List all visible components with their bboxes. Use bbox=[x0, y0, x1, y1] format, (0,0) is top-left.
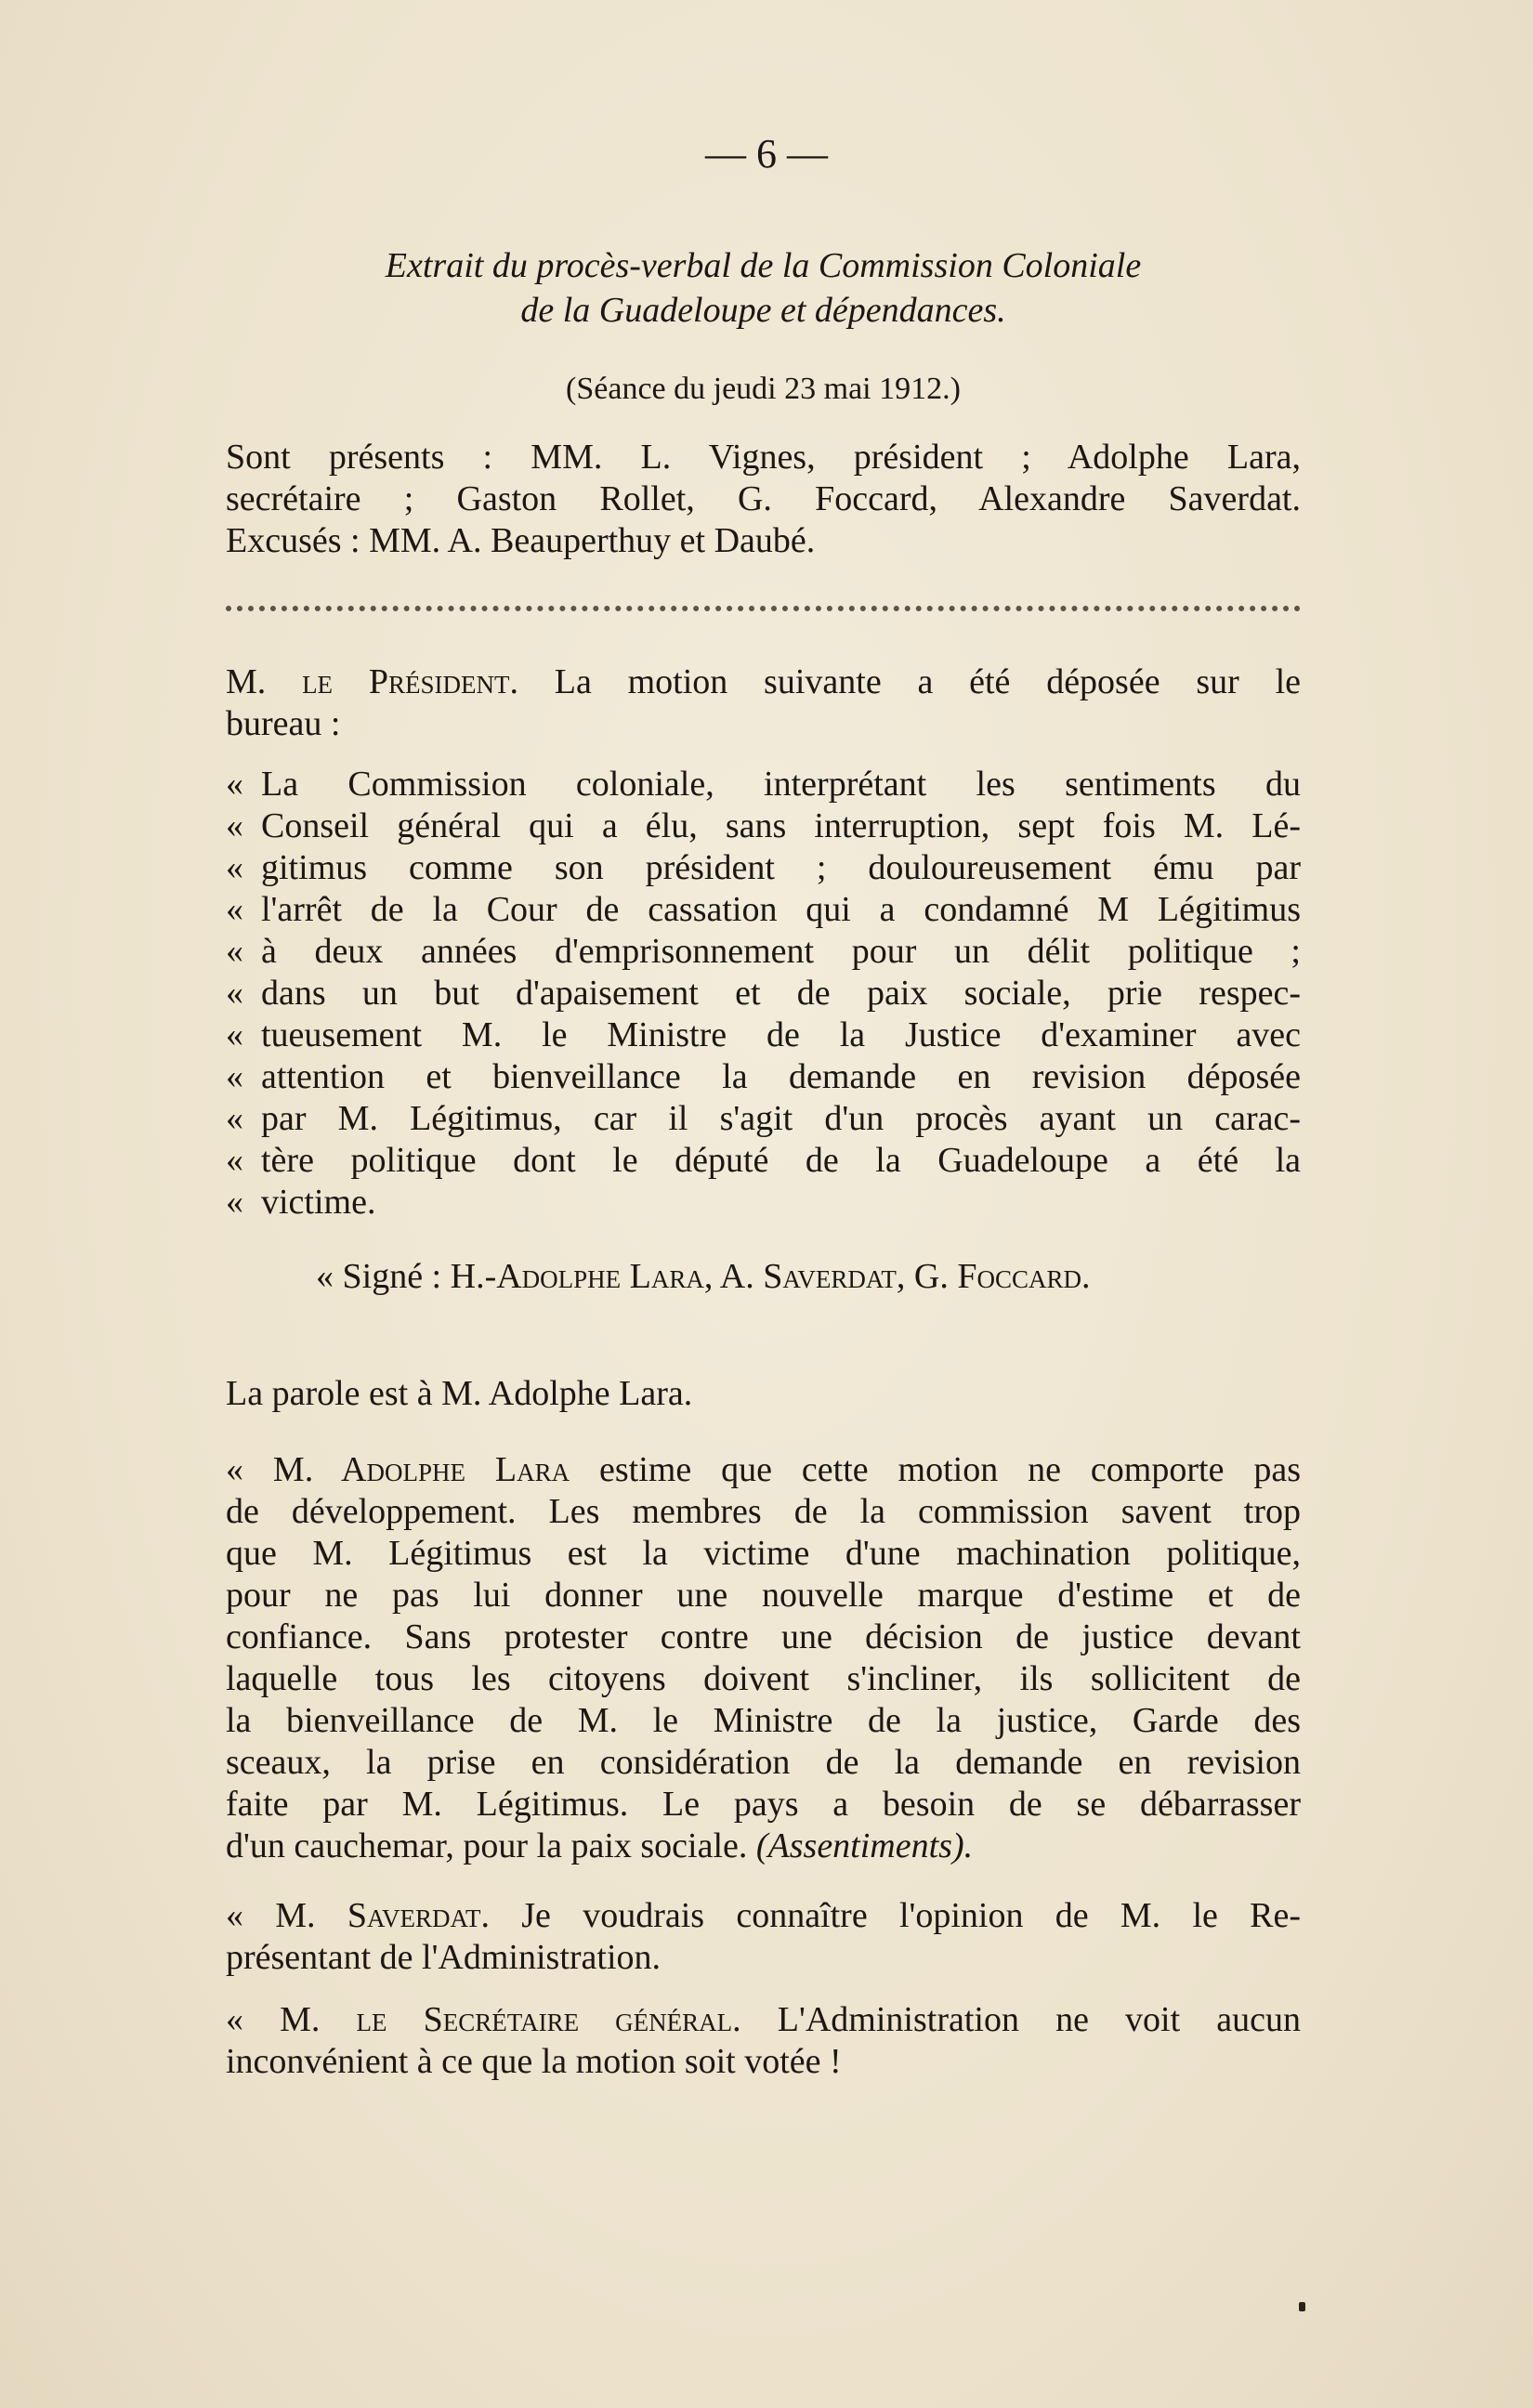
motion-line: « tère politique dont le député de la Guadeloupe a été la bbox=[226, 1141, 1301, 1180]
signature-prefix: « Signé : bbox=[316, 1257, 442, 1296]
lara-line: d'un cauchemar, pour la paix sociale. (Assentiments). bbox=[226, 1826, 974, 1865]
session-date: (Séance du jeudi 23 mai 1912.) bbox=[566, 372, 961, 406]
motion-text bbox=[226, 764, 1301, 1224]
speaker-president: M. le Président. bbox=[226, 662, 518, 701]
attendance-line: Excusés : MM. A. Beauperthuy et Daubé. bbox=[226, 521, 816, 560]
motion-line: « l'arrêt de la Cour de cassation qui a condamné M Légitimus bbox=[226, 890, 1301, 929]
lara-line: que M. Légitimus est la victime d'une machination politique, bbox=[226, 1534, 1301, 1573]
ink-speck bbox=[1299, 2302, 1305, 2311]
attendance-line: Sont présents : MM. L. Vignes, président ; Adolphe Lara, bbox=[226, 438, 1301, 477]
motion-line: « Conseil général qui a élu, sans interruption, sept fois M. Lé- bbox=[226, 806, 1301, 845]
lara-line: « M. Adolphe Lara estime que cette motion ne comporte pas bbox=[226, 1450, 1302, 1489]
lara-line: sceaux, la prise en considération de la demande en revision bbox=[226, 1743, 1301, 1782]
attendance-paragraph bbox=[226, 437, 1301, 562]
attendance-line: secrétaire ; Gaston Rollet, G. Foccard, Alexandre Saverdat. bbox=[226, 479, 1301, 518]
motion-line: « par M. Légitimus, car il s'agit d'un procès ayant un carac- bbox=[226, 1099, 1301, 1138]
president-paragraph bbox=[226, 661, 1301, 745]
lara-line: laquelle tous les citoyens doivent s'incliner, ils sollicitent de bbox=[226, 1659, 1301, 1698]
motion-line: « dans un but d'apaisement et de paix sociale, prie respec- bbox=[226, 974, 1301, 1013]
dotted-separator bbox=[226, 606, 1301, 622]
lara-line: la bienveillance de M. le Ministre de la justice, Garde des bbox=[226, 1701, 1301, 1740]
motion-line: « gitimus comme son président ; douloureusement ému par bbox=[226, 848, 1301, 887]
lara-line: confiance. Sans protester contre une décision de justice devant bbox=[226, 1617, 1301, 1656]
speaker-lara: « M. Adolphe Lara bbox=[226, 1450, 570, 1489]
saverdat-line: présentant de l'Administration. bbox=[226, 1938, 662, 1977]
lara-paragraph bbox=[226, 1449, 1301, 1867]
saverdat-paragraph bbox=[226, 1895, 1301, 1979]
secretaire-line: inconvénient à ce que la motion soit votée ! bbox=[226, 2042, 842, 2081]
title-line-1: Extrait du procès-verbal de la Commission Coloniale bbox=[385, 246, 1142, 285]
lara-line: de développement. Les membres de la commission savent trop bbox=[226, 1492, 1301, 1531]
motion-line: « à deux années d'emprisonnement pour un délit politique ; bbox=[226, 932, 1301, 971]
motion-line: « tueusement M. le Ministre de la Justice d'examiner avec bbox=[226, 1015, 1301, 1054]
floor-given: La parole est à M. Adolphe Lara. bbox=[226, 1374, 693, 1413]
title-line-2: de la Guadeloupe et dépendances. bbox=[520, 291, 1006, 330]
secretaire-line: « M. le Secrétaire général. L'Administration ne voit aucun bbox=[226, 2000, 1302, 2039]
motion-line: « La Commission coloniale, interprétant les sentiments du bbox=[226, 765, 1301, 804]
president-line bbox=[226, 661, 1301, 703]
motion-line: « attention et bienveillance la demande en revision déposée bbox=[226, 1057, 1301, 1096]
saverdat-line: « M. Saverdat. Je voudrais connaître l'opinion de M. le Re- bbox=[226, 1896, 1302, 1935]
speaker-saverdat: « M. Saverdat. bbox=[226, 1896, 490, 1935]
document-title bbox=[226, 243, 1301, 333]
lara-line: faite par M. Légitimus. Le pays a besoin de se débarrasser bbox=[226, 1785, 1301, 1824]
president-line: bureau : bbox=[226, 704, 341, 743]
speaker-secretaire: « M. le Secrétaire général. bbox=[226, 2000, 741, 2039]
reaction-assentiments: (Assentiments). bbox=[755, 1826, 974, 1865]
lara-line: pour ne pas lui donner une nouvelle marque d'estime et de bbox=[226, 1576, 1301, 1615]
signature-names: H.-Adolphe Lara, A. Saverdat, G. Foccard. bbox=[450, 1257, 1091, 1296]
secretaire-paragraph bbox=[226, 1999, 1301, 2083]
president-text: La motion suivante a été déposée sur le bbox=[554, 662, 1302, 701]
page-number: — 6 — bbox=[705, 131, 828, 177]
motion-line: « victime. bbox=[226, 1183, 376, 1222]
signature-line bbox=[316, 1256, 1090, 1297]
